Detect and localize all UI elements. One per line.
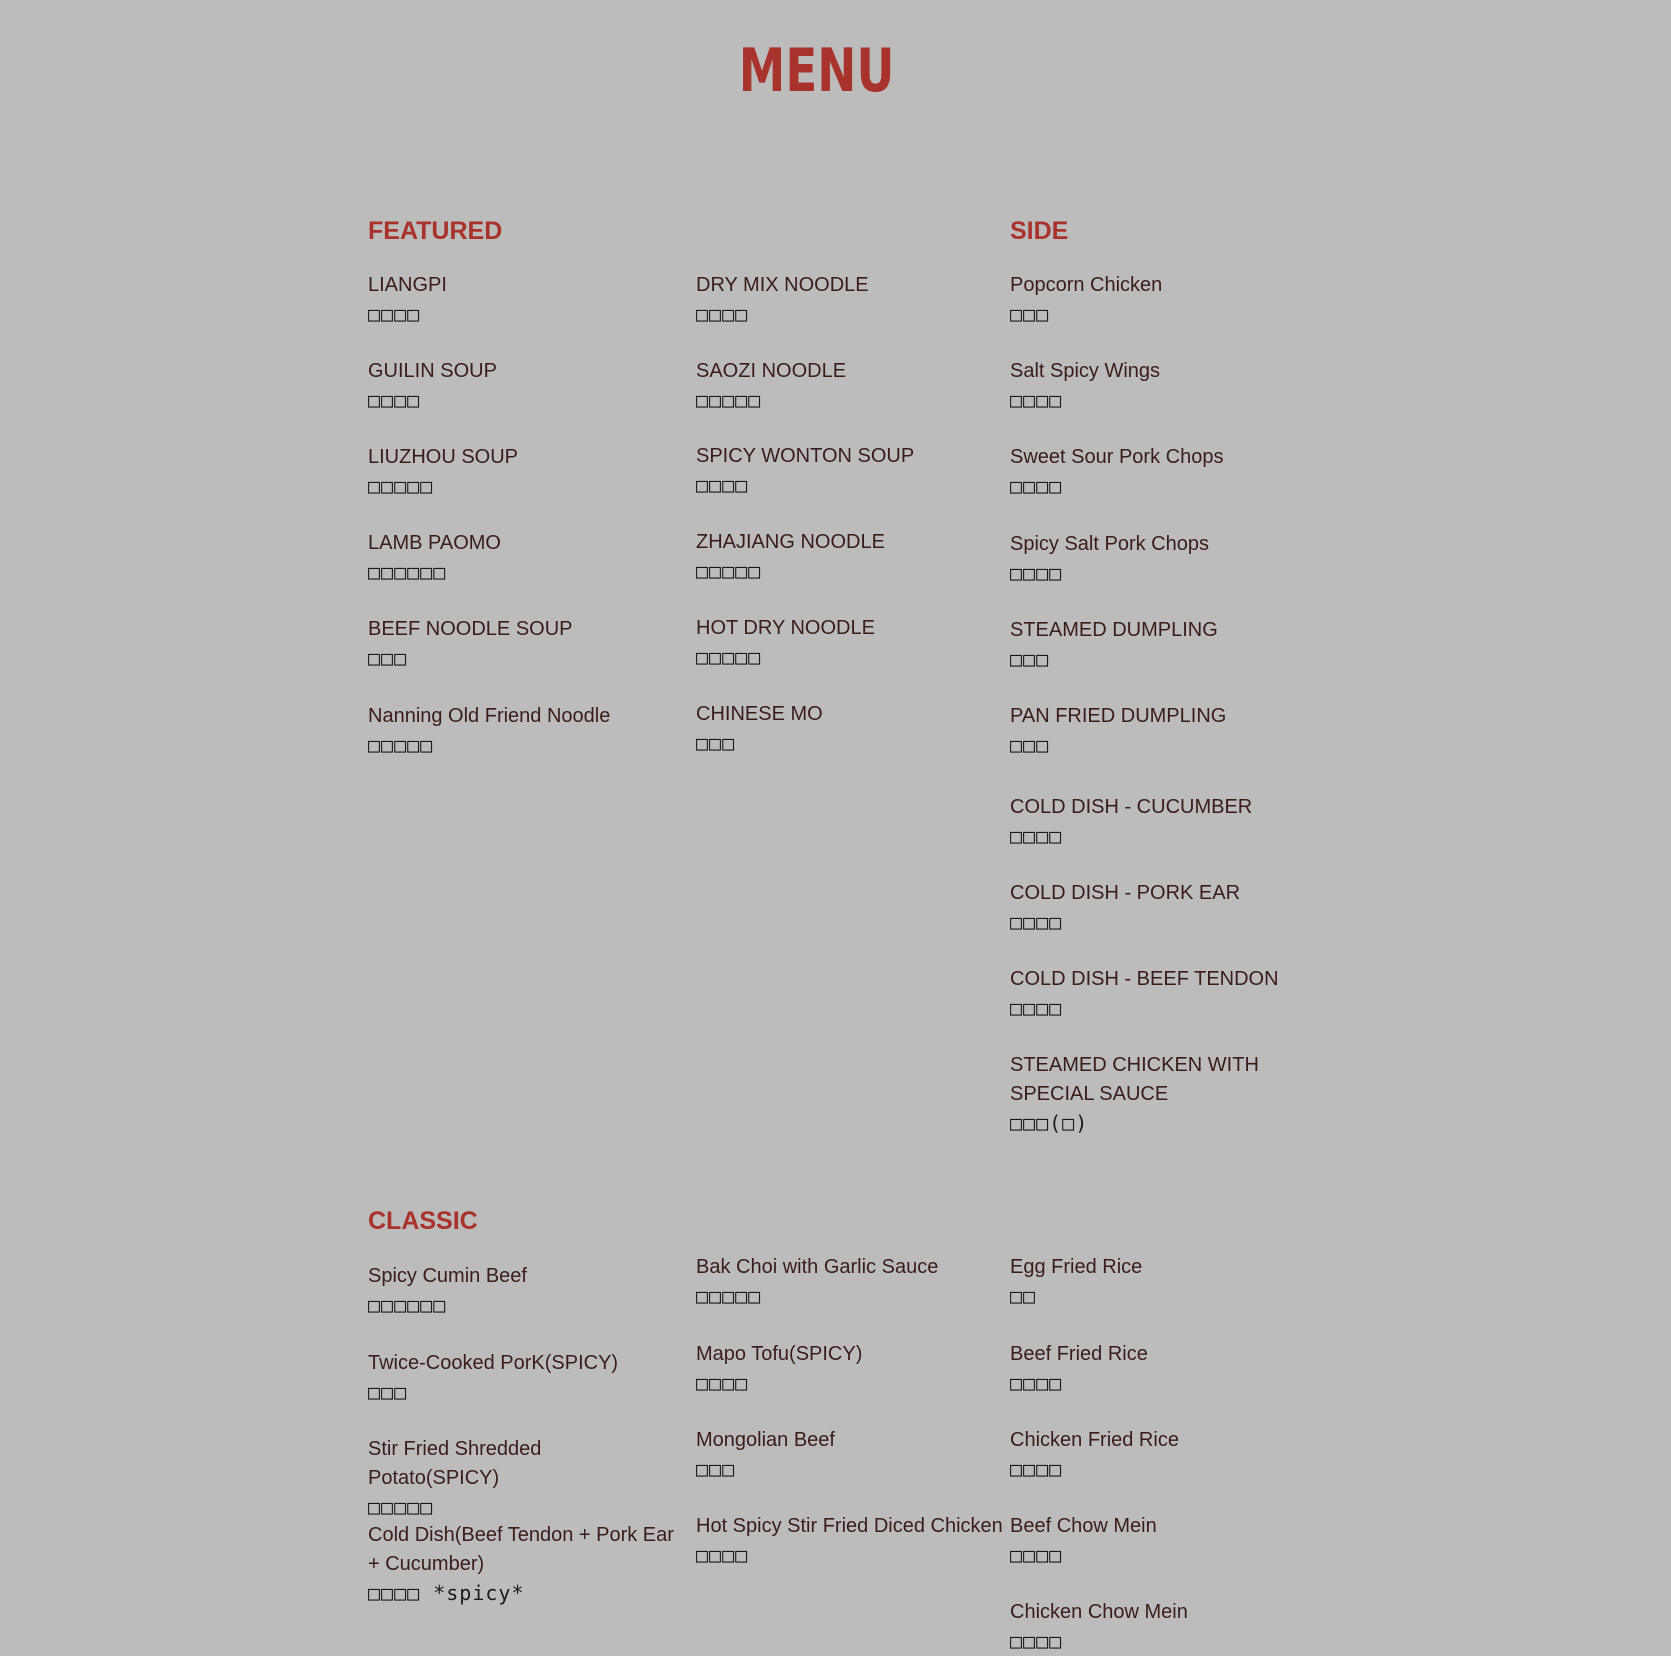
- menu-item: [696, 700, 996, 758]
- item-name: DRY MIX NOODLE: [696, 274, 869, 296]
- item-chinese-name: □□□: [1010, 302, 1050, 326]
- menu-item: [1010, 1598, 1310, 1656]
- item-chinese-name: □□□□: [1010, 1629, 1063, 1653]
- menu-item: [696, 271, 996, 329]
- section-heading-featured: FEATURED: [368, 217, 503, 245]
- item-chinese-name: □□□□ *spicy*: [368, 1581, 525, 1605]
- item-chinese-name: □□□□: [1010, 910, 1063, 934]
- item-chinese-name: □□□□: [1010, 824, 1063, 848]
- item-chinese-name: □□□: [1010, 733, 1050, 757]
- menu-title: MENU: [738, 36, 895, 106]
- item-name: Nanning Old Friend Noodle: [368, 705, 611, 727]
- menu-item: [696, 1426, 996, 1484]
- item-name: BEEF NOODLE SOUP: [368, 618, 573, 640]
- menu-item: [1010, 1512, 1310, 1570]
- item-chinese-name: □□□□: [1010, 996, 1063, 1020]
- item-name: STEAMED CHICKEN WITH SPECIAL SAUCE: [1010, 1054, 1259, 1105]
- item-chinese-name: □□□□□: [696, 1284, 762, 1308]
- menu-item: [1010, 1426, 1310, 1484]
- item-name: Bak Choi with Garlic Sauce: [696, 1256, 939, 1278]
- item-chinese-name: □□□□: [1010, 1457, 1063, 1481]
- menu-item: [696, 528, 996, 586]
- item-name: Twice-Cooked PorK(SPICY): [368, 1352, 619, 1374]
- item-name: Beef Chow Mein: [1010, 1515, 1157, 1537]
- menu-item: [1010, 357, 1310, 415]
- menu-item: [368, 702, 668, 760]
- item-chinese-name: □□□□□□: [368, 1293, 447, 1317]
- item-name: Cold Dish(Beef Tendon + Pork Ear + Cucumber): [368, 1524, 674, 1575]
- menu-item: [1010, 965, 1310, 1023]
- item-chinese-name: □□□□: [1010, 388, 1063, 412]
- item-chinese-name: □□: [1010, 1284, 1037, 1308]
- item-name: COLD DISH - CUCUMBER: [1010, 796, 1253, 818]
- item-name: GUILIN SOUP: [368, 360, 497, 382]
- item-name: Popcorn Chicken: [1010, 274, 1163, 296]
- menu-item: [1010, 1051, 1270, 1138]
- item-name: Spicy Salt Pork Chops: [1010, 533, 1209, 555]
- menu-item: [1010, 702, 1310, 760]
- item-name: PAN FRIED DUMPLING: [1010, 705, 1227, 727]
- menu-item: [368, 529, 668, 587]
- item-chinese-name: □□□(□): [1010, 1111, 1089, 1135]
- item-chinese-name: □□□□□: [368, 474, 434, 498]
- item-name: Egg Fried Rice: [1010, 1256, 1143, 1278]
- section-heading-classic: CLASSIC: [368, 1207, 478, 1235]
- menu-item: [1010, 271, 1310, 329]
- item-name: COLD DISH - BEEF TENDON: [1010, 968, 1279, 990]
- item-name: ZHAJIANG NOODLE: [696, 531, 885, 553]
- item-name: Salt Spicy Wings: [1010, 360, 1161, 382]
- item-name: Sweet Sour Pork Chops: [1010, 446, 1224, 468]
- menu-item: [368, 271, 668, 329]
- item-chinese-name: □□□□: [696, 302, 749, 326]
- item-chinese-name: □□□□: [368, 302, 421, 326]
- menu-item: [368, 443, 668, 501]
- item-name: Mongolian Beef: [696, 1429, 835, 1451]
- item-chinese-name: □□□□□: [696, 645, 762, 669]
- menu-item: [368, 1435, 678, 1522]
- menu-item: [368, 357, 668, 415]
- menu-item: [1010, 1253, 1310, 1311]
- item-name: Mapo Tofu(SPICY): [696, 1343, 863, 1365]
- item-chinese-name: □□□□: [696, 1543, 749, 1567]
- item-chinese-name: □□□: [696, 731, 736, 755]
- item-name: COLD DISH - PORK EAR: [1010, 882, 1241, 904]
- menu-item: [368, 1521, 678, 1608]
- item-chinese-name: □□□□: [1010, 1543, 1063, 1567]
- item-name: LIUZHOU SOUP: [368, 446, 519, 468]
- menu-item: [1010, 616, 1310, 674]
- menu-item: [368, 1262, 668, 1320]
- item-name: SAOZI NOODLE: [696, 360, 847, 382]
- menu-item: [696, 614, 996, 672]
- item-name: LAMB PAOMO: [368, 532, 501, 554]
- item-chinese-name: □□□□: [1010, 474, 1063, 498]
- menu-item: [696, 357, 996, 415]
- item-chinese-name: □□□□□: [368, 733, 434, 757]
- section-heading-side: SIDE: [1010, 217, 1069, 245]
- item-chinese-name: □□□: [696, 1457, 736, 1481]
- item-chinese-name: □□□□: [696, 1371, 749, 1395]
- item-name: Hot Spicy Stir Fried Diced Chicken: [696, 1515, 1003, 1537]
- menu-item: [368, 1349, 668, 1407]
- item-name: Chicken Fried Rice: [1010, 1429, 1179, 1451]
- menu-item: [696, 1253, 996, 1311]
- item-chinese-name: □□□□□□: [368, 560, 447, 584]
- item-chinese-name: □□□□: [368, 388, 421, 412]
- item-name: SPICY WONTON SOUP: [696, 445, 915, 467]
- item-chinese-name: □□□□: [1010, 1371, 1063, 1395]
- item-chinese-name: □□□□□: [696, 559, 762, 583]
- menu-item: [696, 1340, 996, 1398]
- item-chinese-name: □□□□□: [368, 1495, 434, 1519]
- menu-item: [368, 615, 668, 673]
- menu-item: [696, 442, 996, 500]
- menu-item: [1010, 443, 1310, 501]
- item-chinese-name: □□□: [1010, 647, 1050, 671]
- item-name: Beef Fried Rice: [1010, 1343, 1148, 1365]
- item-chinese-name: □□□□: [1010, 561, 1063, 585]
- item-name: CHINESE MO: [696, 703, 823, 725]
- item-name: LIANGPI: [368, 274, 447, 296]
- item-name: Chicken Chow Mein: [1010, 1601, 1188, 1623]
- item-chinese-name: □□□: [368, 646, 408, 670]
- menu-item: [1010, 1340, 1310, 1398]
- menu-item: [1010, 793, 1310, 851]
- menu-item: [1010, 530, 1310, 588]
- item-chinese-name: □□□□: [696, 473, 749, 497]
- menu-item: [696, 1512, 1006, 1570]
- item-name: HOT DRY NOODLE: [696, 617, 875, 639]
- item-name: STEAMED DUMPLING: [1010, 619, 1218, 641]
- menu-item: [1010, 879, 1310, 937]
- item-chinese-name: □□□□□: [696, 388, 762, 412]
- item-chinese-name: □□□: [368, 1380, 408, 1404]
- item-name: Spicy Cumin Beef: [368, 1265, 527, 1287]
- item-name: Stir Fried Shredded Potato(SPICY): [368, 1438, 542, 1489]
